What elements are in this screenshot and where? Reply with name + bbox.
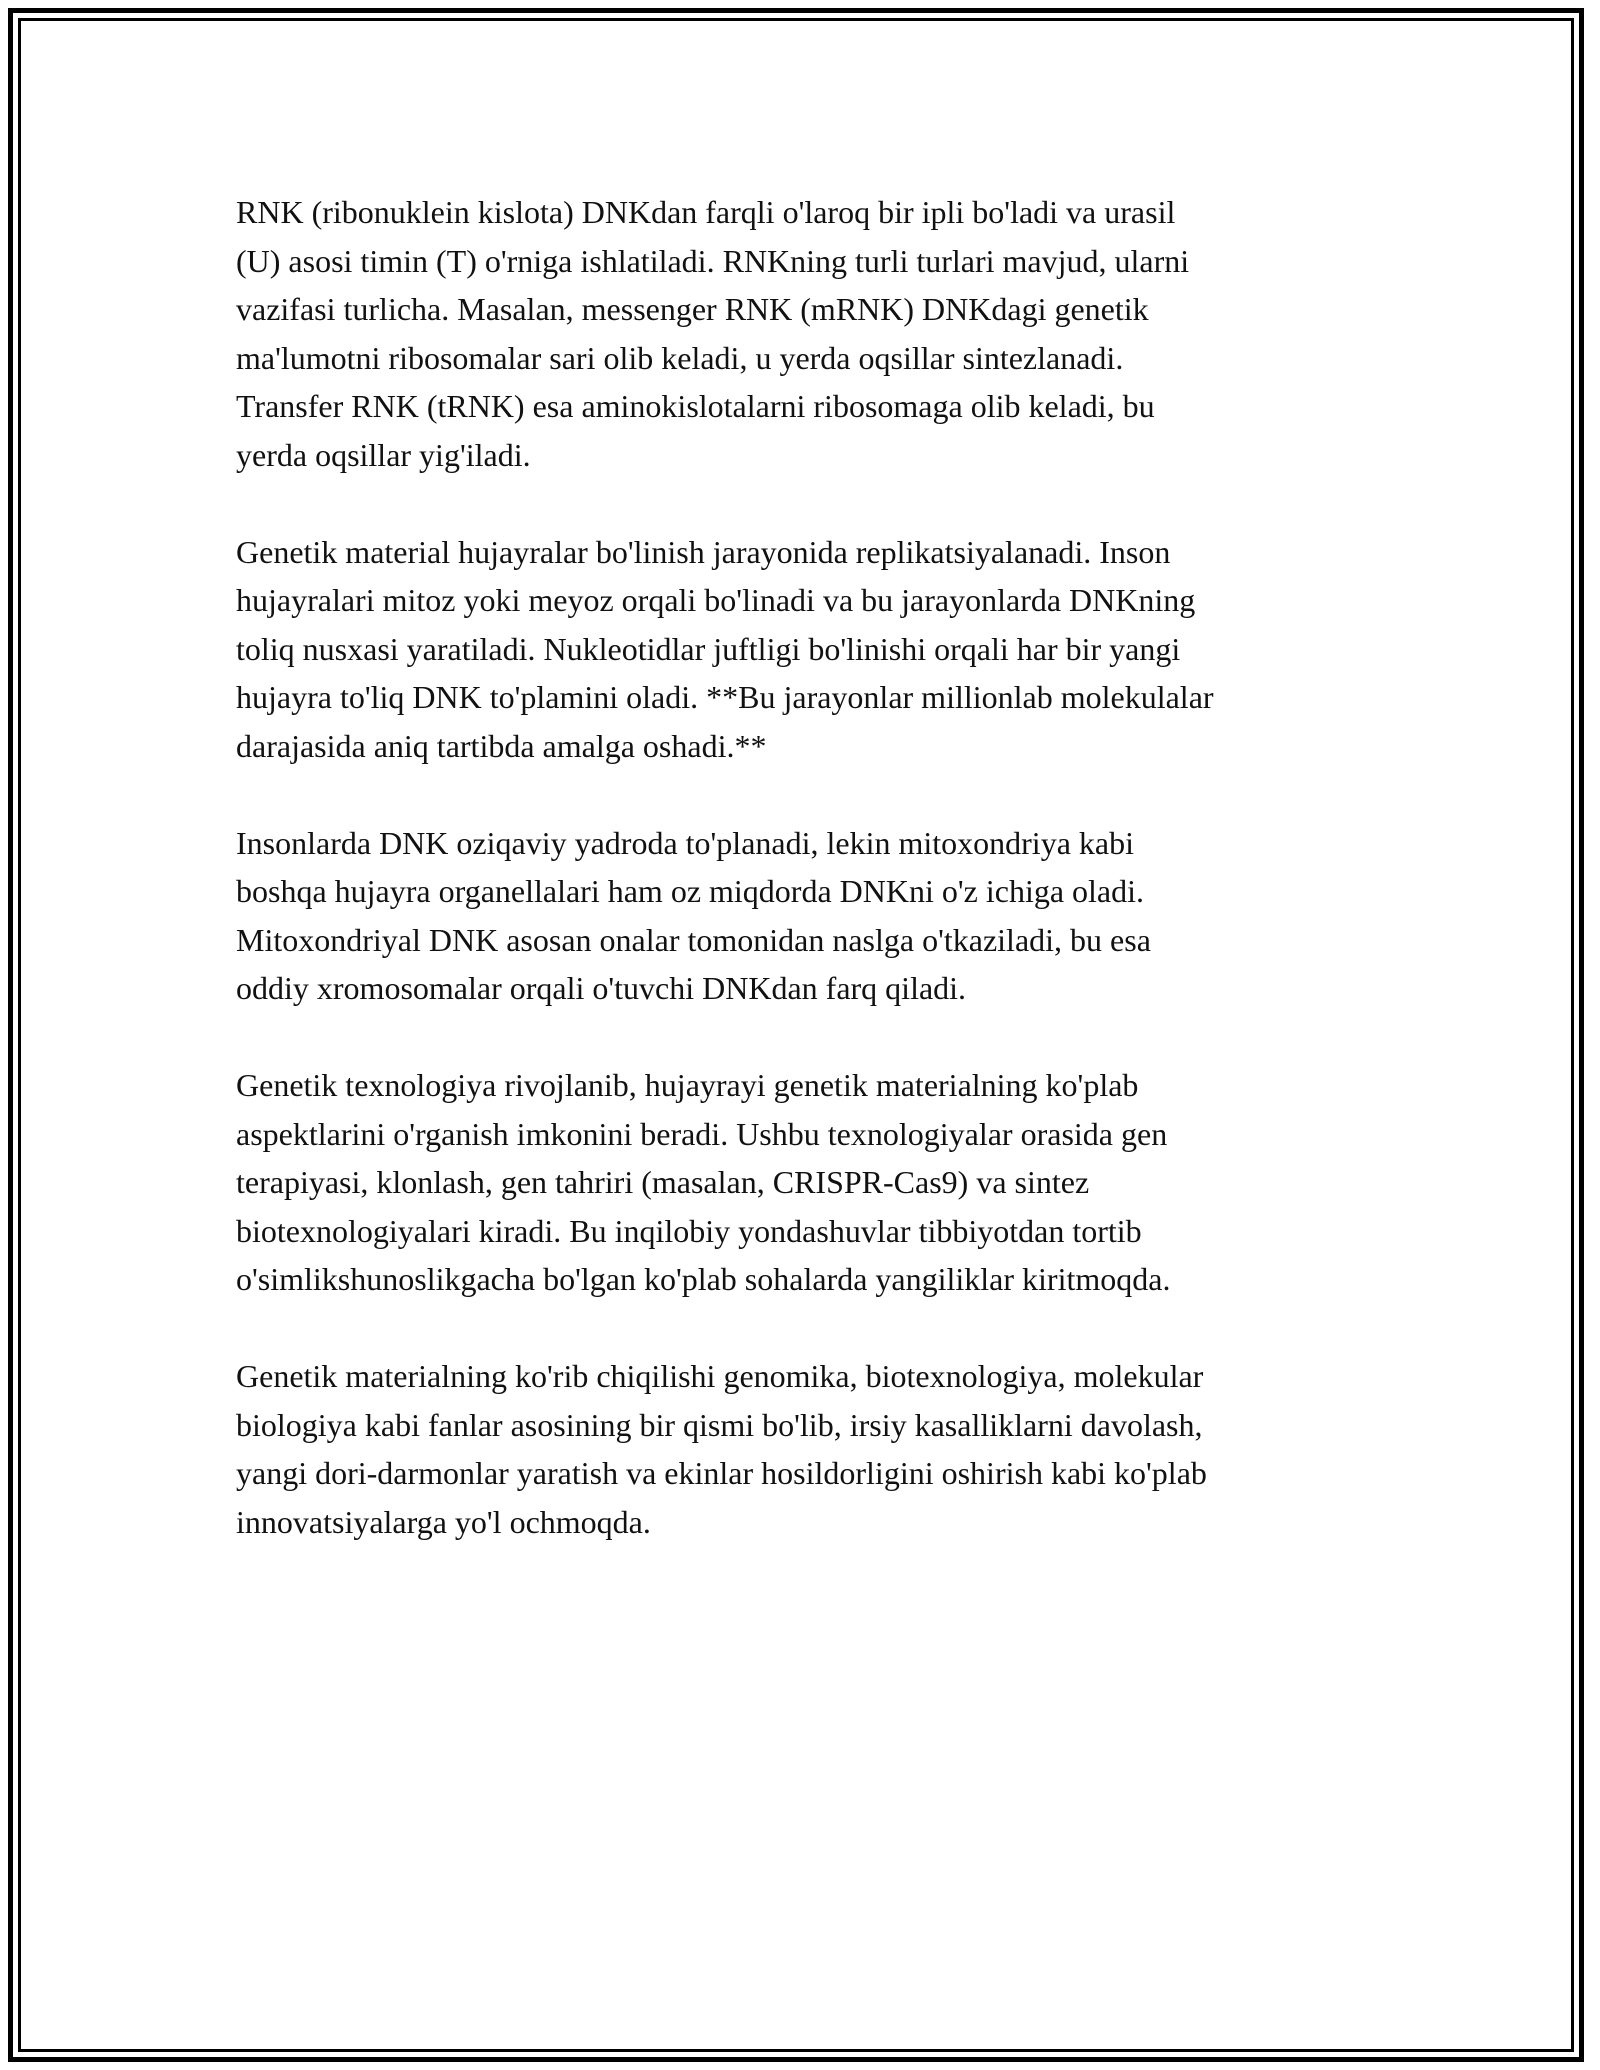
text-line: Mitoxondriyal DNK asosan onalar tomonidan naslga o'tkaziladi, bu esa <box>236 921 1151 958</box>
document-body <box>236 188 1366 1595</box>
paragraph-conclusion <box>236 1352 1366 1546</box>
text-line: aspektlarini o'rganish imkonini beradi. Ushbu texnologiyalar orasida gen <box>236 1115 1168 1152</box>
paragraph-technology <box>236 1061 1366 1304</box>
text-line: terapiyasi, klonlash, gen tahriri (masalan, CRISPR-Cas9) va sintez <box>236 1164 1090 1200</box>
paragraph-rnk <box>236 188 1366 479</box>
text-line: ma'lumotni ribosomalar sari olib keladi, u yerda oqsillar sintezlanadi. <box>236 339 1124 376</box>
text-line: Transfer RNK (tRNK) esa aminokislotalarni ribosomaga olib keladi, bu <box>236 388 1155 424</box>
text-line: biologiya kabi fanlar asosining bir qismi bo'lib, irsiy kasalliklarni davolash, <box>236 1406 1203 1443</box>
text-line: oddiy xromosomalar orqali o'tuvchi DNKdan farq qiladi. <box>236 970 967 1006</box>
text-line: toliq nusxasi yaratiladi. Nukleotidlar juftligi bo'linishi orqali har bir yangi <box>236 630 1181 667</box>
text-line: innovatsiyalarga yo'l ochmoqda. <box>236 1503 651 1540</box>
text-line: biotexnologiyalari kiradi. Bu inqilobiy yondashuvlar tibbiyotdan tortib <box>236 1212 1142 1249</box>
text-line: (U) asosi timin (T) o'rniga ishlatiladi. RNKning turli turlari mavjud, ularni <box>236 242 1190 279</box>
text-line: Genetik texnologiya rivojlanib, hujayrayi genetik materialning ko'plab <box>236 1067 1139 1103</box>
paragraph-mitochondria <box>236 819 1366 1013</box>
text-line: hujayralari mitoz yoki meyoz orqali bo'linadi va bu jarayonlarda DNKning <box>236 582 1196 618</box>
text-line: Genetik material hujayralar bo'linish jarayonida replikatsiyalanadi. Inson <box>236 533 1171 570</box>
text-line: o'simlikshunoslikgacha bo'lgan ko'plab sohalarda yangiliklar kiritmoqda. <box>236 1261 1171 1297</box>
text-line: yangi dori-darmonlar yaratish va ekinlar hosildorligini oshirish kabi ko'plab <box>236 1455 1207 1491</box>
text-line: Insonlarda DNK oziqaviy yadroda to'planadi, lekin mitoxondriya kabi <box>236 824 1134 861</box>
text-line: yerda oqsillar yig'iladi. <box>236 436 531 473</box>
text-line: Genetik materialning ko'rib chiqilishi genomika, biotexnologiya, molekular <box>236 1358 1204 1394</box>
text-line: vazifasi turlicha. Masalan, messenger RNK (mRNK) DNKdagi genetik <box>236 291 1149 327</box>
text-line: RNK (ribonuklein kislota) DNKdan farqli o'laroq bir ipli bo'ladi va urasil <box>236 194 1176 230</box>
paragraph-replication <box>236 528 1366 771</box>
text-line: hujayra to'liq DNK to'plamini oladi. **Bu jarayonlar millionlab molekulalar <box>236 679 1214 715</box>
text-line: boshqa hujayra organellalari ham oz miqdorda DNKni o'z ichiga oladi. <box>236 873 1145 909</box>
text-line: darajasida aniq tartibda amalga oshadi.** <box>236 727 767 764</box>
